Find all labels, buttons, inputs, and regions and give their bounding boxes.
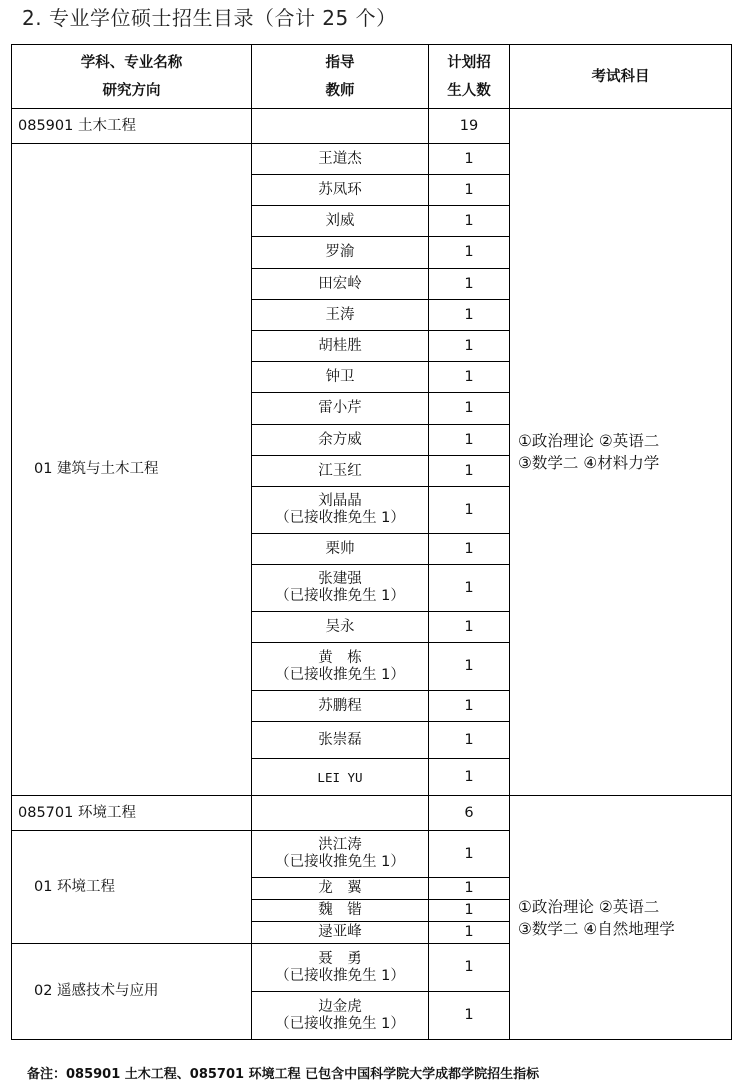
quota-count: 1 (429, 759, 510, 796)
advisor-cell (252, 922, 429, 944)
major-row (12, 109, 732, 144)
advisor-name: 余方威 (318, 431, 362, 448)
advisor-cell (252, 992, 429, 1040)
advisor-cell (252, 831, 429, 878)
quota-count: 1 (429, 900, 510, 922)
advisor-note: （已接收推免生 1） (275, 510, 405, 526)
quota-count: 1 (429, 425, 510, 456)
advisor-name: 田宏岭 (318, 275, 362, 292)
quota-count: 1 (429, 944, 510, 992)
advisor-name: 吴永 (325, 618, 355, 635)
advisor-cell (252, 175, 429, 206)
advisor-name: 罗渝 (325, 244, 355, 260)
quota-count: 1 (429, 175, 510, 206)
major-total-quota: 6 (429, 796, 510, 831)
advisor-name: 苏鹏程 (318, 697, 362, 714)
advisor-cell (252, 878, 429, 900)
advisor-cell (252, 643, 429, 691)
advisor-name: 钟卫 (325, 368, 355, 385)
advisor-cell (252, 565, 429, 612)
advisor-note: （已接收推免生 1） (275, 967, 405, 984)
major-advisor-empty (252, 796, 429, 831)
quota-count: 1 (429, 691, 510, 722)
quota-count: 1 (429, 922, 510, 944)
advisor-name: 聂 勇 (318, 950, 362, 967)
advisor-name: 逯亚峰 (318, 924, 362, 940)
header-quota-line1: 计划招 (447, 54, 491, 71)
quota-count: 1 (429, 362, 510, 393)
header-advisor-line1: 指导 (325, 54, 355, 71)
quota-count: 1 (429, 643, 510, 691)
quota-count: 1 (429, 565, 510, 612)
advisor-name: 江玉红 (318, 462, 362, 479)
advisor-name: 王道杰 (318, 150, 362, 167)
advisor-name: 胡桂胜 (318, 337, 362, 354)
advisor-cell (252, 456, 429, 487)
advisor-name: 洪江涛 (318, 837, 362, 853)
advisor-note: （已接收推免生 1） (275, 588, 405, 604)
advisor-cell (252, 237, 429, 269)
advisor-name: 雷小芹 (318, 400, 362, 416)
enrollment-catalog-table (11, 44, 732, 1040)
advisor-cell (252, 269, 429, 300)
advisor-name: 边金虎 (318, 998, 362, 1015)
advisor-cell (252, 393, 429, 425)
advisor-cell (252, 362, 429, 393)
quota-count: 1 (429, 722, 510, 759)
research-direction: 01 建筑与土木工程 (12, 144, 252, 796)
exam-subjects (510, 109, 732, 796)
advisor-name: 魏 锴 (318, 902, 362, 918)
advisor-cell (252, 300, 429, 331)
quota-count: 1 (429, 534, 510, 565)
advisor-name: 黄 栋 (318, 649, 362, 666)
advisor-cell (252, 534, 429, 565)
exam-subjects (510, 796, 732, 1040)
research-direction: 02 遥感技术与应用 (12, 944, 252, 1040)
advisor-cell (252, 759, 429, 796)
advisor-note: （已接收推免生 1） (275, 854, 405, 870)
exam-subjects-line1: ①政治理论 ②英语二 (518, 432, 660, 450)
exam-subjects-line2: ③数学二 ④自然地理学 (518, 919, 675, 938)
quota-count: 1 (429, 612, 510, 643)
header-advisor (252, 45, 429, 109)
advisor-name: 张建强 (318, 571, 362, 587)
quota-count: 1 (429, 144, 510, 175)
quota-count: 1 (429, 831, 510, 878)
quota-count: 1 (429, 992, 510, 1040)
advisor-cell (252, 612, 429, 643)
advisor-name: 刘威 (325, 212, 355, 229)
advisor-note: （已接收推免生 1） (275, 1015, 405, 1032)
quota-count: 1 (429, 237, 510, 269)
quota-count: 1 (429, 331, 510, 362)
quota-count: 1 (429, 487, 510, 534)
major-name: 085901 土木工程 (12, 109, 252, 144)
page-title: 2. 专业学位硕士招生目录（合计 25 个） (22, 6, 397, 30)
advisor-cell (252, 944, 429, 992)
advisor-cell (252, 331, 429, 362)
quota-count: 1 (429, 269, 510, 300)
table-header-row (12, 45, 732, 109)
advisor-cell (252, 206, 429, 237)
quota-count: 1 (429, 456, 510, 487)
quota-count: 1 (429, 393, 510, 425)
advisor-cell (252, 722, 429, 759)
quota-count: 1 (429, 300, 510, 331)
advisor-cell (252, 900, 429, 922)
advisor-name: 龙 翼 (318, 880, 362, 896)
advisor-name: 苏凤环 (318, 181, 362, 198)
exam-subjects-line1: ①政治理论 ②英语二 (518, 897, 660, 916)
advisor-cell (252, 144, 429, 175)
major-total-quota: 19 (429, 109, 510, 144)
header-major-direction (12, 45, 252, 109)
advisor-cell (252, 691, 429, 722)
footnote: 备注：085901 土木工程、085701 环境工程 已包含中国科学院大学成都学院招生指标 (27, 1067, 540, 1082)
quota-count: 1 (429, 206, 510, 237)
advisor-name: 栗帅 (325, 540, 355, 557)
major-row (12, 796, 732, 831)
major-advisor-empty (252, 109, 429, 144)
major-name: 085701 环境工程 (12, 796, 252, 831)
advisor-note: （已接收推免生 1） (275, 666, 405, 683)
quota-count: 1 (429, 878, 510, 900)
advisor-cell (252, 425, 429, 456)
header-exam-subjects: 考试科目 (510, 45, 732, 109)
header-quota-line2: 生人数 (447, 82, 491, 99)
exam-subjects-line2: ③数学二 ④材料力学 (518, 454, 660, 472)
advisor-name: 王涛 (325, 306, 355, 323)
advisor-name: 刘晶晶 (318, 493, 362, 509)
advisor-name: 张崇磊 (318, 731, 362, 748)
advisor-name: LEI YU (317, 769, 363, 785)
header-direction: 研究方向 (102, 82, 161, 99)
header-major-name: 学科、专业名称 (80, 54, 183, 71)
research-direction: 01 环境工程 (12, 831, 252, 944)
header-advisor-line2: 教师 (325, 82, 355, 99)
header-quota (429, 45, 510, 109)
advisor-cell (252, 487, 429, 534)
